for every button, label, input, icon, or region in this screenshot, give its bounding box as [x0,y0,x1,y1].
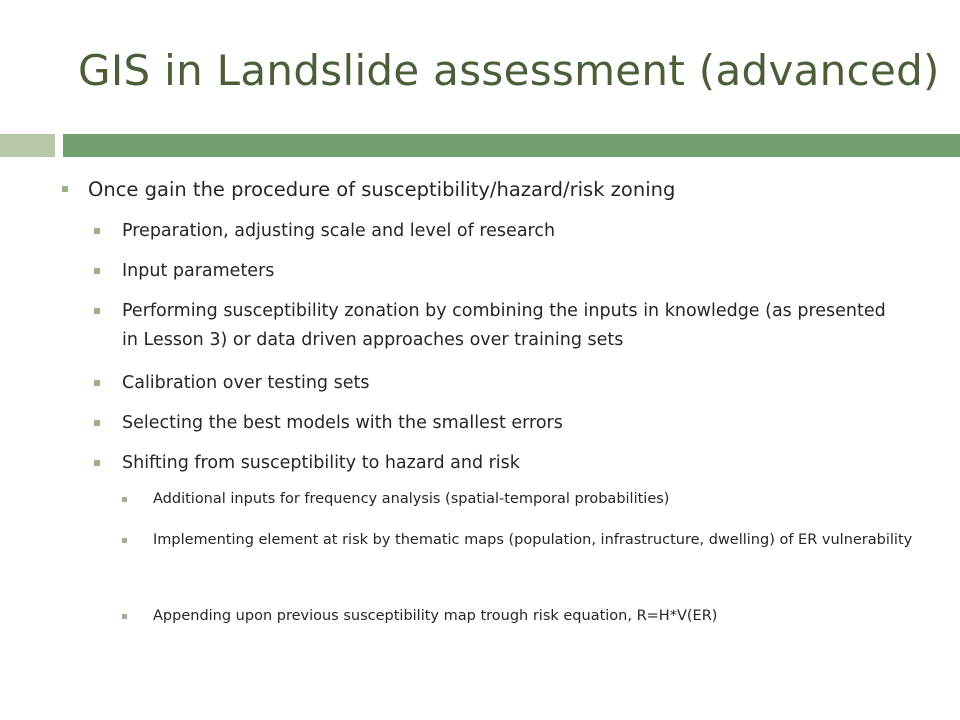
sub-sub-bullet-item [122,483,942,516]
square-bullet-icon [122,538,127,543]
square-bullet-icon [94,460,100,466]
sub-sub-bullet-text: Appending upon previous susceptibility map trough risk equation, R=H*V(ER) [153,608,718,624]
sub-bullet-item [94,369,904,398]
sub-bullet-text: Calibration over testing sets [122,373,370,393]
sub-bullet-text: Input parameters [122,261,275,281]
sub-bullet-text: Performing susceptibility zonation by combining the inputs in knowledge (as presented in Lesson 3) or data driven approaches over training sets [122,301,886,350]
sub-bullet-item [94,217,904,246]
sub-sub-bullet-item [122,524,942,557]
square-bullet-icon [94,308,100,314]
sub-sub-bullet-text: Implementing element at risk by thematic maps (population, infrastructure, dwelling) of ER vulnerability [153,532,913,548]
sub-sub-bullet-text: Additional inputs for frequency analysis (spatial-temporal probabilities) [153,491,670,507]
sub-bullet-item [94,297,904,355]
square-bullet-icon [94,380,100,386]
sub-sub-bullet-item [122,600,942,633]
sub-bullet-text: Shifting from susceptibility to hazard and risk [122,453,520,473]
square-bullet-icon [62,186,68,192]
sub-bullet-text: Preparation, adjusting scale and level of research [122,221,556,241]
square-bullet-icon [94,268,100,274]
sub-bullet-text: Selecting the best models with the smallest errors [122,413,563,433]
square-bullet-icon [94,420,100,426]
square-bullet-icon [122,614,127,619]
bullet-text: Once gain the procedure of susceptibility/hazard/risk zoning [88,178,676,201]
sub-bullet-item [94,257,904,286]
slide-title: GIS in Landslide assessment (advanced) [78,46,940,95]
square-bullet-icon [122,497,127,502]
square-bullet-icon [94,228,100,234]
bullet-item [62,178,942,201]
sub-bullet-item [94,449,904,478]
sub-bullet-item [94,409,904,438]
